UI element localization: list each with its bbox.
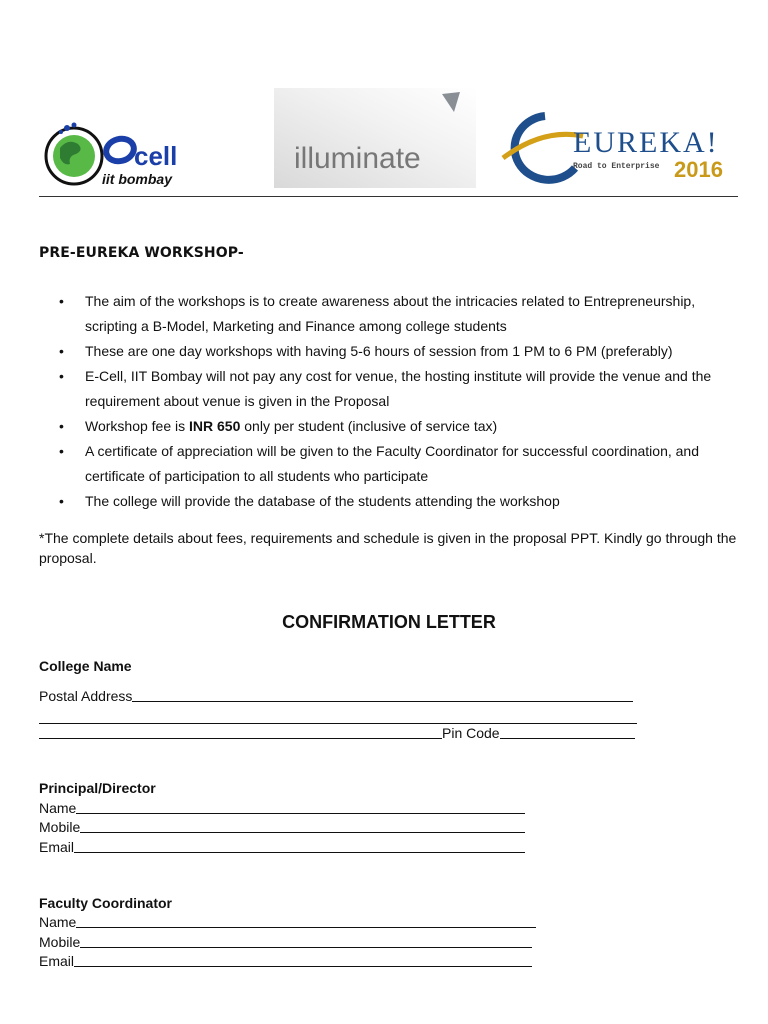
form-title: CONFIRMATION LETTER: [282, 612, 496, 632]
fee-text-after: only per student (inclusive of service tax): [240, 418, 498, 434]
bullet-item: • A certificate of appreciation will be given to the Faculty Coordinator for successful coordination, and certificate of participation to all students who participate: [39, 439, 729, 489]
faculty-mobile-label: Mobile: [39, 934, 81, 950]
illuminate-wordmark: illuminate: [294, 142, 421, 175]
postal-address-label: Postal Address: [39, 688, 133, 704]
college-name-label: College Name: [39, 658, 132, 674]
postal-address-line[interactable]: [132, 688, 633, 702]
principal-name-field: [39, 800, 525, 816]
bullet-item-fee: [39, 414, 729, 439]
eureka-wordmark: EUREKA!: [573, 126, 719, 159]
workshop-bullet-list: [39, 289, 729, 514]
principal-mobile-label: Mobile: [39, 819, 81, 835]
faculty-mobile-line[interactable]: [80, 934, 532, 948]
principal-mobile-line[interactable]: [80, 819, 525, 833]
postal-address-line-2[interactable]: [39, 723, 637, 724]
principal-name-label: Name: [39, 800, 77, 816]
faculty-name-field: [39, 914, 536, 930]
faculty-mobile-field: [39, 934, 532, 950]
fee-text-before: Workshop fee is: [85, 418, 190, 434]
eureka-year: 2016: [674, 157, 723, 182]
pin-code-label: Pin Code: [442, 725, 500, 741]
principal-heading: Principal/Director: [39, 780, 156, 796]
header-divider: [39, 196, 738, 197]
ecell-logo: [40, 118, 205, 190]
faculty-name-line[interactable]: [76, 914, 536, 928]
fee-amount: INR 650: [189, 418, 241, 434]
illuminate-logo: [274, 88, 476, 188]
faculty-email-field: [39, 953, 532, 969]
postal-address-field: [39, 688, 633, 704]
faculty-email-label: Email: [39, 953, 75, 969]
pin-code-row: [39, 725, 635, 741]
principal-email-field: [39, 839, 525, 855]
principal-mobile-field: [39, 819, 525, 835]
principal-email-line[interactable]: [74, 839, 525, 853]
ecell-wordmark: cell: [134, 141, 178, 171]
faculty-name-label: Name: [39, 914, 77, 930]
principal-name-line[interactable]: [76, 800, 525, 814]
bullet-item: • The aim of the workshops is to create awareness about the intricacies related to Entrepreneurship, scripting a B-Model, Marketing and Finance among college students: [39, 289, 729, 339]
postal-address-line-3[interactable]: [39, 725, 442, 739]
bullet-item: • These are one day workshops with having 5-6 hours of session from 1 PM to 6 PM (preferably): [39, 339, 729, 364]
eureka-tagline: Road to Enterprise: [573, 162, 660, 171]
proposal-note: *The complete details about fees, requirements and schedule is given in the proposal PPT. Kindly go through the proposal.: [39, 530, 737, 566]
faculty-heading: Faculty Coordinator: [39, 895, 173, 911]
pin-code-line[interactable]: [500, 725, 635, 739]
bullet-item: • E-Cell, IIT Bombay will not pay any cost for venue, the hosting institute will provide the venue and the requirement about venue is given in the Proposal: [39, 364, 729, 414]
ecell-subtitle: iit bombay: [102, 171, 173, 187]
eureka-logo: [497, 108, 747, 186]
principal-email-label: Email: [39, 839, 75, 855]
logo-header: [0, 0, 768, 200]
bullet-item: • The college will provide the database of the students attending the workshop: [39, 489, 729, 514]
section-title: PRE-EUREKA WORKSHOP-: [39, 245, 244, 261]
faculty-email-line[interactable]: [74, 953, 532, 967]
